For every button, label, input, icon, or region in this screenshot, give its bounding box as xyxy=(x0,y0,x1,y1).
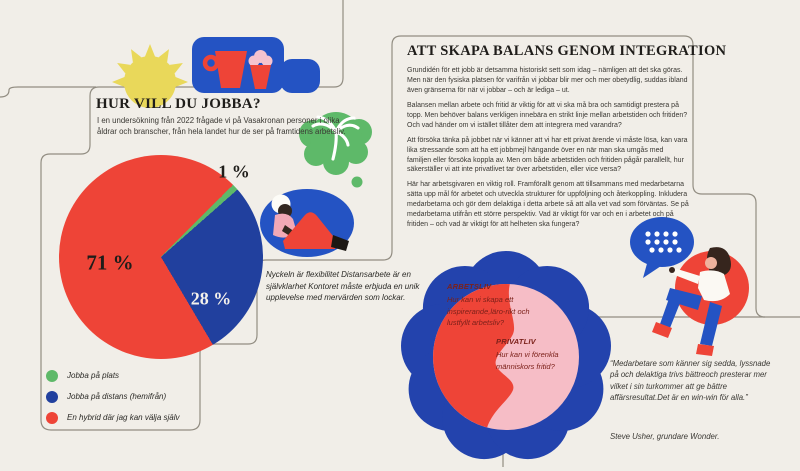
privatliv-question: Hur kan vi förenkla människors fritid? xyxy=(496,350,559,371)
paragraph: Här har arbetsgivaren en viktig roll. Framförallt genom att tillsammans med medarbetarna sätta upp mål för arbetet och utveckla strukturer för uppföljning och återkoppling. Inkludera medarbetarna och gör dem delaktiga i detta arbete så att alla vet vad som förväntas. Se på medarbetarna utifrån ett större perspektiv. Vad är viktigt för var och en i arbetet och på fritiden – och vad är viktigt för att helheten ska fungera? xyxy=(407,181,689,229)
pie-label-hybrid: 71 % xyxy=(86,250,134,275)
left-panel-intro: I en undersökning från 2022 frågade vi på Vasakronan personer i olika åldrar och branscher, från hela landet hur de ser på framtidens arbetsliv. xyxy=(97,116,346,136)
legend-item-plats xyxy=(46,369,119,382)
legend-dot-blue xyxy=(46,391,58,403)
reclining-person-illustration xyxy=(255,185,370,260)
right-panel-title: ATT SKAPA BALANS GENOM INTEGRATION xyxy=(407,43,727,59)
flexibility-note: Nyckeln är flexibilitet Distansarbete är en självklarhet Kontoret måste erbjuda en unik upplevelse med mervärden som lockar. xyxy=(266,270,420,303)
legend-item-distans xyxy=(46,390,166,403)
quote-text: “Medarbetare som känner sig sedda, lyssnade på och delaktiga trivs bättreoch presterar mer vilket i sin turkommer att ge bättre affärsresultat.Det är en win-win för alla.” xyxy=(610,359,771,402)
privatliv-title: PRIVATLIV xyxy=(496,337,536,346)
arbetsliv-question: Hur kan vi skapa ett inspirerande,läro-rikt och lustfyllt arbetsliv? xyxy=(447,295,530,327)
paragraph: Grundidén för ett jobb är detsamma historiskt sett som idag – nämligen att det ska göras. Men när den fysiska platsen för varifrån vi jobbar blir mer och mer obetydlig, suddas ibland även gränserna för när vi jobbar – och är lediga – ut. xyxy=(407,67,688,94)
privatliv-text-block xyxy=(496,336,594,372)
legend-label: En hybrid där jag kan välja själv xyxy=(67,413,180,422)
legend-dot-red xyxy=(46,412,58,424)
paragraph: Balansen mellan arbete och fritid är viktig för att vi ska må bra och samtidigt prestera på topp. Men behöver balans verkligen innebära en strikt linje mellan arbetstiden och fritiden? Och vad händer om vi istället tillåter dem att integrera med varandra? xyxy=(407,101,688,129)
legend-dot-green xyxy=(46,370,58,382)
fika-card-decoration xyxy=(192,37,322,94)
quote-attribution: Steve Usher, grundare Wonder. xyxy=(610,432,720,441)
right-panel-body xyxy=(407,66,689,235)
pie-label-plats: 1 % xyxy=(218,161,250,182)
legend-label: Jobba på plats xyxy=(67,371,120,380)
left-panel-title: HUR VILL DU JOBBA? xyxy=(96,96,261,112)
legend-label: Jobba på distans (hemifrån) xyxy=(67,392,167,401)
pie-label-distans: 28 % xyxy=(190,288,232,309)
arbetsliv-text-block xyxy=(447,281,531,328)
arbetsliv-title: ARBETSLIV xyxy=(447,282,492,291)
sitting-person-illustration xyxy=(648,228,773,363)
paragraph: Att försöka tänka på jobbet när vi känner att vi har ett privat ärende vi måste lösa, kan vara lika stressande som att ha ett jobbmejl hängande över en när man ska umgås med familjen eller försöka koppla av. Men om både arbetstiden och fritiden pågår parallellt, hur säkerställer vi att inte privatlivet tar över arbetstiden, eller vice versa? xyxy=(407,136,688,174)
legend-item-hybrid xyxy=(46,411,180,424)
